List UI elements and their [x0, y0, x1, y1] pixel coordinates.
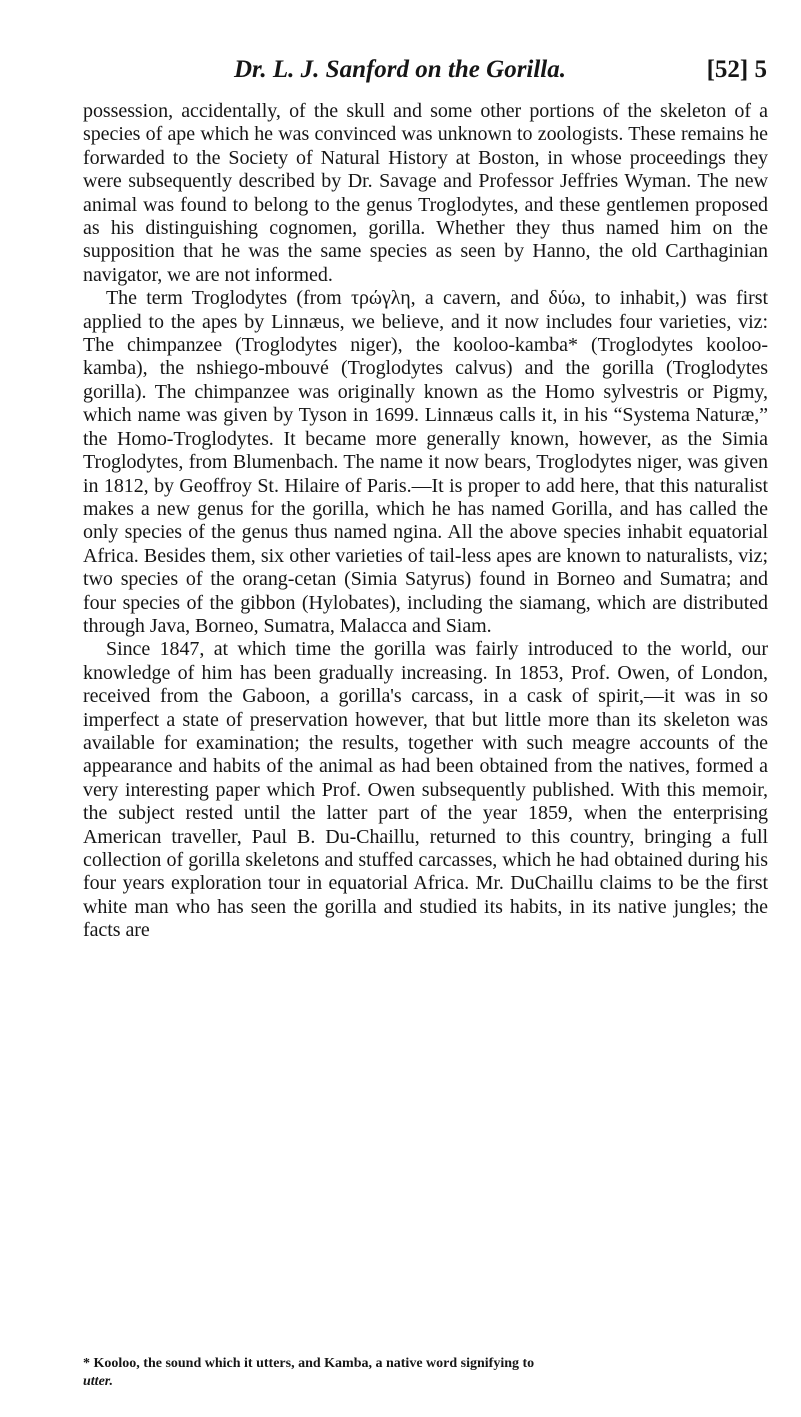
body-text [83, 100, 768, 943]
running-title: Dr. L. J. Sanford on the Gorilla. [234, 56, 567, 83]
footnote-text: * Kooloo, the sound which it utters, and Kamba, a native word signifying to [83, 1356, 535, 1371]
running-header [78, 50, 767, 90]
footnote [83, 1355, 768, 1391]
footnote-end: utter. [83, 1374, 113, 1389]
paragraph: The term Troglodytes (from τρώγλη, a cavern, and δύω, to inhabit,) was first applied to the apes by Linnæus, we believe, and it now includes four varieties, viz: The chimpanzee (Troglodytes niger), the kooloo-kamba* (Troglodytes kooloo-kamba), the nshiego-mbouvé (Troglodytes calvus) and the gorilla (Troglodytes gorilla). The chimpanzee was originally known as the Homo sylvestris or Pigmy, which name was given by Tyson in 1699. Linnæus calls it, in his “Systema Naturæ,” the Homo-Troglodytes. It became more generally known, however, as the Simia Troglodytes, from Blumenbach. The name it now bears, Troglodytes niger, was given in 1812, by Geoffroy St. Hilaire of Paris.—It is proper to add here, that this naturalist makes a new genus for the gorilla, which he has named Gorilla, and has called the only species of the genus thus named ngina. All the above species inhabit equatorial Africa. Besides them, six other varieties of tail-less apes are known to naturalists, viz; two species of the orang-cetan (Simia Satyrus) found in Borneo and Sumatra; and four species of the gibbon (Hylobates), including the siamang, which are distributed through Java, Borneo, Sumatra, Malacca and Siam. [83, 287, 768, 637]
page-number: [52] 5 [706, 56, 767, 83]
paragraph: Since 1847, at which time the gorilla was fairly introduced to the world, our knowledge of him has been gradually increasing. In 1853, Prof. Owen, of London, received from the Gaboon, a gorilla's carcass, in a cask of spirit,—it was in so imperfect a state of preservation however, that but little more than its skeleton was available for examination; the results, together with such meagre accounts of the appearance and habits of the animal as had been obtained from the natives, formed a very interesting paper which Prof. Owen subsequently published. With this memoir, the subject rested until the latter part of the year 1859, when the enterprising American traveller, Paul B. Du-Chaillu, returned to this country, bringing a full collection of gorilla skeletons and stuffed carcasses, which he had obtained during his four years exploration tour in equatorial Africa. Mr. DuChaillu claims to be the first white man who has seen the gorilla and studied its habits, in its native jungles; the facts are [83, 638, 768, 942]
paragraph: possession, accidentally, of the skull and some other portions of the skeleton of a species of ape which he was convinced was unknown to zoologists. These remains he forwarded to the Society of Natural History at Boston, in whose proceedings they were subsequently described by Dr. Savage and Professor Jeffries Wyman. The new animal was found to belong to the genus Troglodytes, and these gentlemen proposed as his distinguishing cognomen, gorilla. Whether they thus named him on the supposition that he was the same species as seen by Hanno, the old Carthaginian navigator, we are not informed. [83, 100, 768, 286]
